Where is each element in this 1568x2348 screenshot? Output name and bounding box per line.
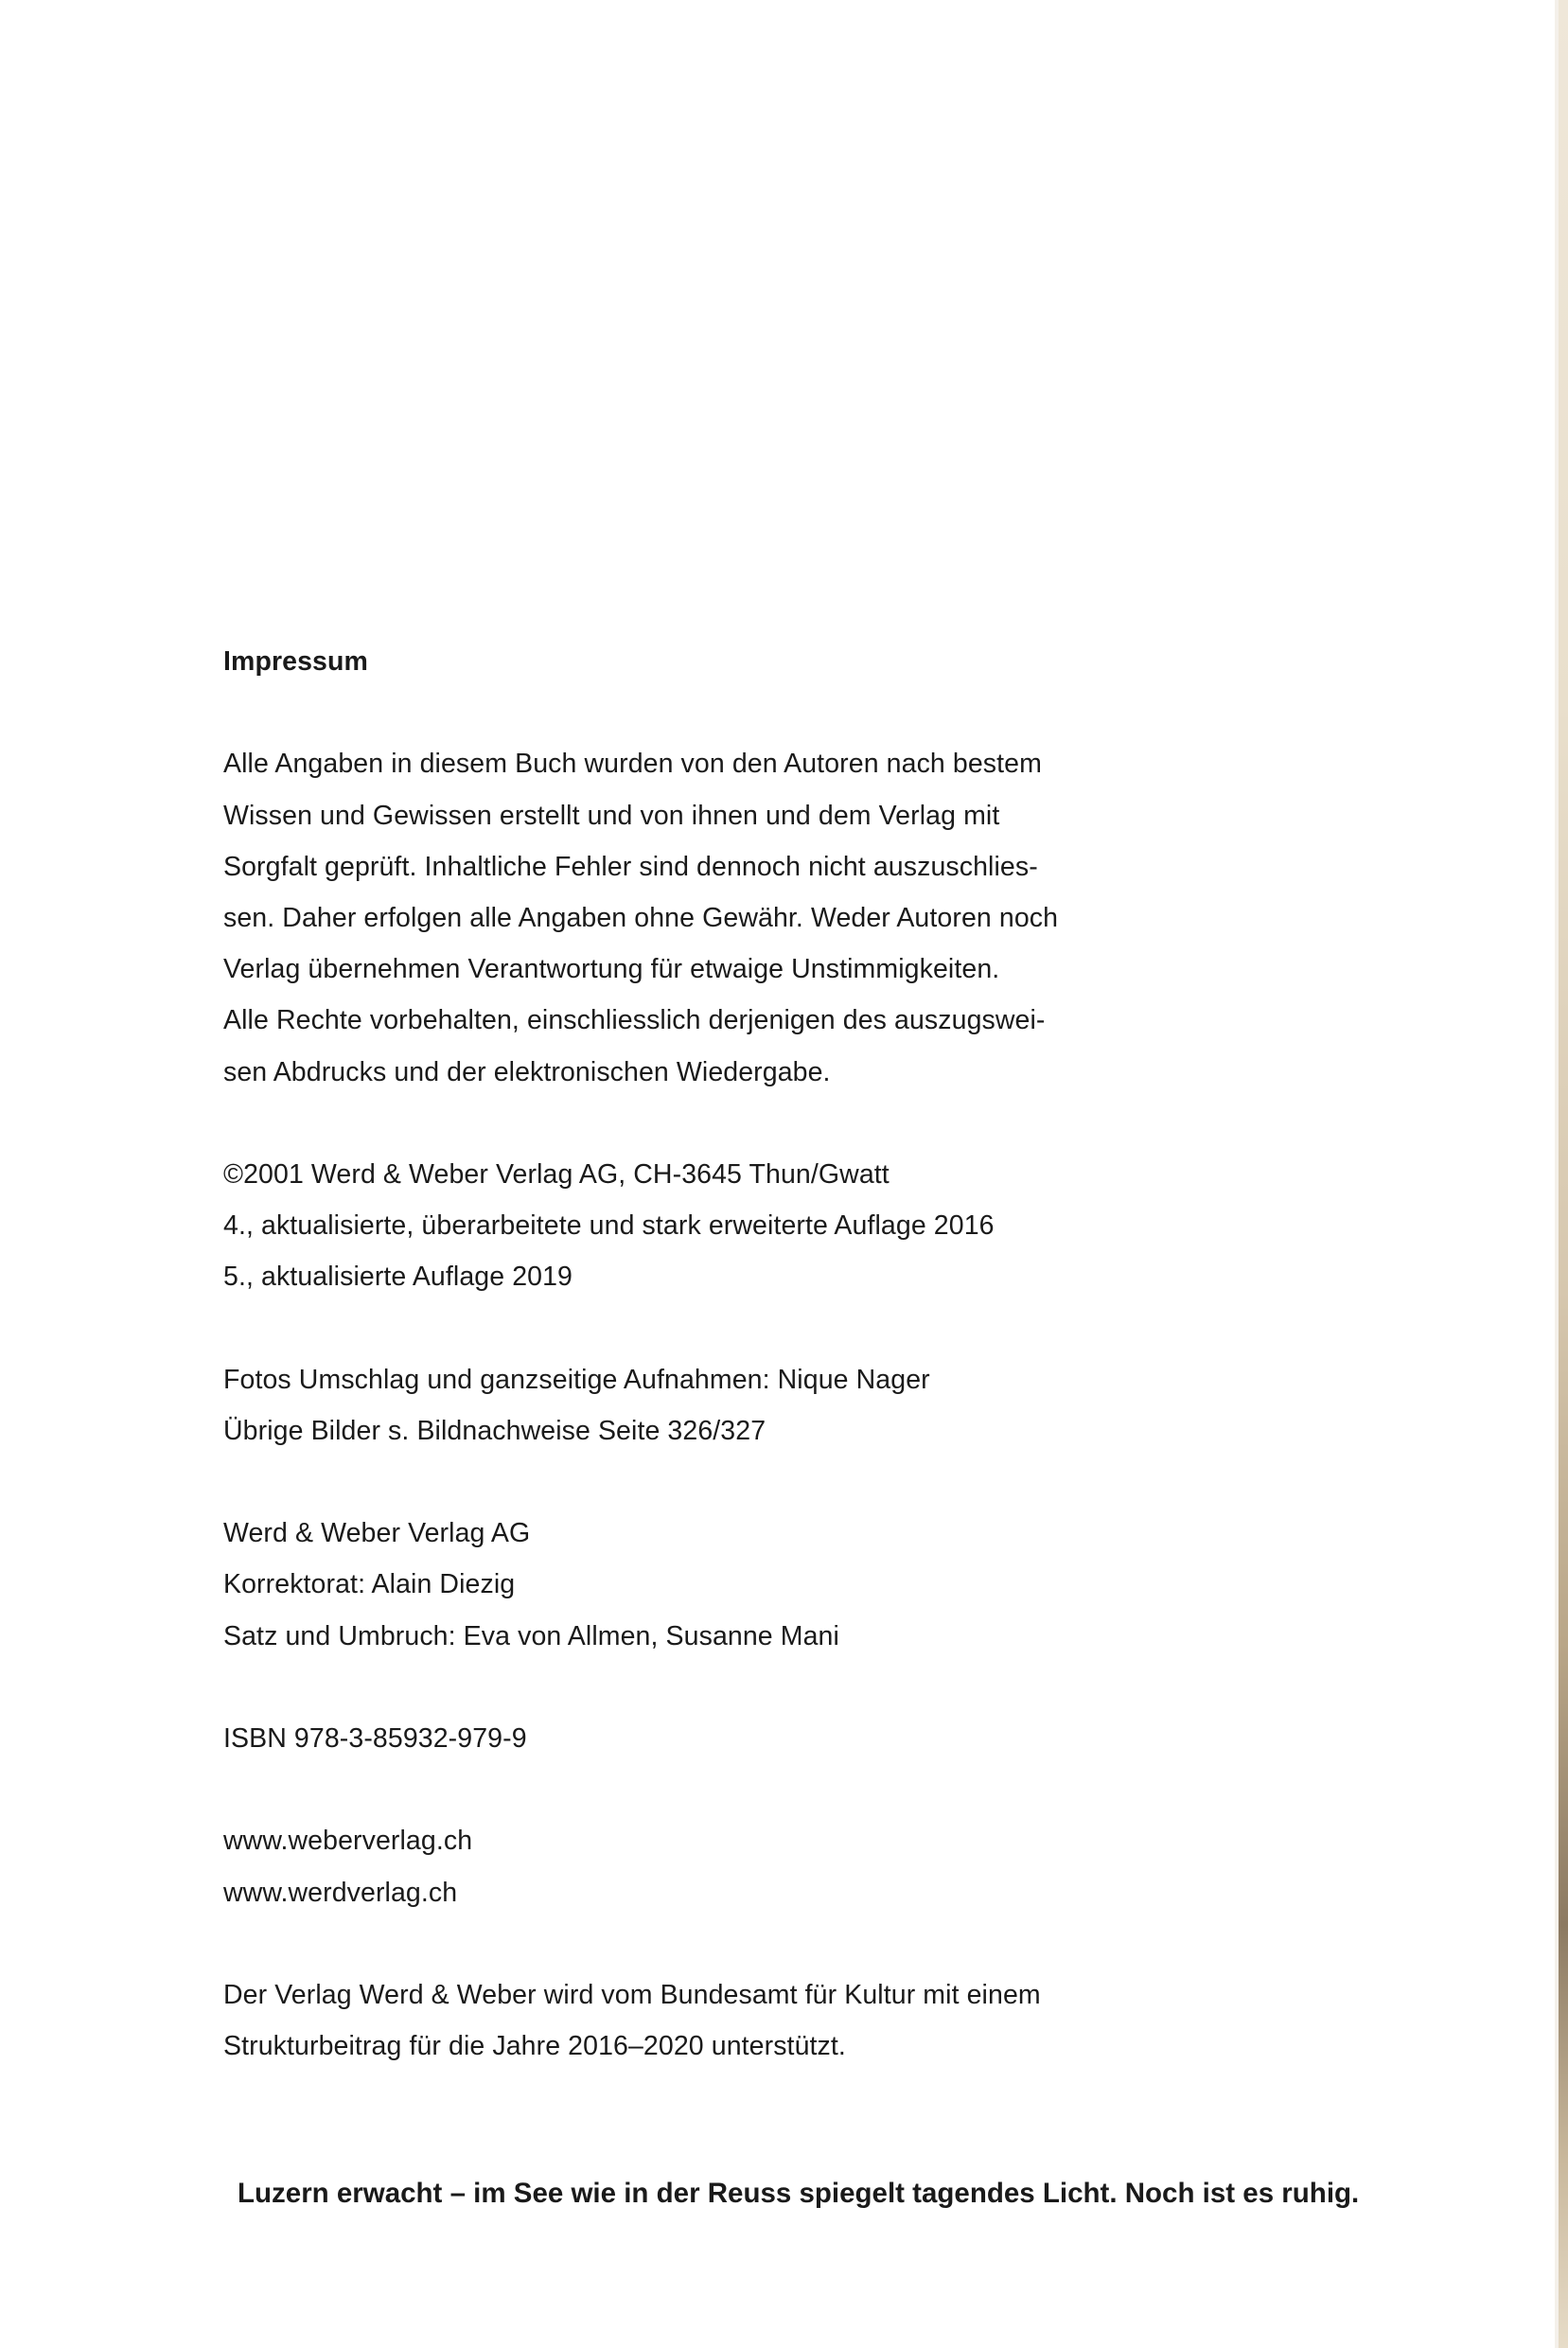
photo-caption: Luzern erwacht – im See wie in der Reuss spiegelt tagendes Licht. Noch ist es ruhig. — [238, 2178, 1360, 2209]
facing-page-edge — [1559, 0, 1568, 2348]
funding-paragraph — [223, 1969, 1151, 2072]
funding-line: Der Verlag Werd & Weber wird vom Bundesamt für Kultur mit einem — [223, 1979, 1041, 2010]
disclaimer-line: Alle Angaben in diesem Buch wurden von den Autoren nach bestem — [223, 749, 1042, 780]
proofreading-line: Korrektorat: Alain Diezig — [223, 1569, 516, 1600]
isbn-paragraph — [223, 1713, 1151, 1764]
disclaimer-line: sen. Daher erfolgen alle Angaben ohne Gewähr. Weder Autoren noch — [223, 902, 1059, 933]
isbn-line: ISBN 978-3-85932-979-9 — [223, 1722, 527, 1754]
website-link: www.weberverlag.ch — [223, 1826, 473, 1857]
photo-credit-line: Übrige Bilder s. Bildnachweise Seite 326/327 — [223, 1415, 766, 1446]
websites-paragraph — [223, 1815, 1151, 1917]
editions-paragraph — [223, 1149, 1151, 1303]
edition-line: 4., aktualisierte, überarbeitete und stark erweiterte Auflage 2016 — [223, 1210, 995, 1242]
edition-line: 5., aktualisierte Auflage 2019 — [223, 1262, 573, 1293]
funding-line: Strukturbeitrag für die Jahre 2016–2020 unterstützt. — [223, 2031, 846, 2062]
copyright-line: ©2001 Werd & Weber Verlag AG, CH-3645 Thun/Gwatt — [223, 1158, 890, 1190]
website-link: www.werdverlag.ch — [223, 1877, 458, 1908]
photo-credit-line: Fotos Umschlag und ganzseitige Aufnahmen: Nique Nager — [223, 1364, 930, 1395]
disclaimer-line: Sorgfalt geprüft. Inhaltliche Fehler sind dennoch nicht auszuschlies- — [223, 851, 1038, 882]
imprint-heading: Impressum — [223, 646, 368, 677]
disclaimer-line: sen Abdrucks und der elektronischen Wiedergabe. — [223, 1056, 831, 1087]
disclaimer-line: Wissen und Gewissen erstellt und von ihnen und dem Verlag mit — [223, 800, 1000, 831]
typesetting-line: Satz und Umbruch: Eva von Allmen, Susanne Mani — [223, 1620, 839, 1651]
photo-credits-paragraph — [223, 1354, 1151, 1456]
disclaimer-line: Verlag übernehmen Verantwortung für etwaige Unstimmigkeiten. — [223, 954, 1000, 985]
disclaimer-line: Alle Rechte vorbehalten, einschliesslich derjenigen des auszugswei- — [223, 1005, 1046, 1036]
imprint-section — [223, 636, 1151, 2072]
publisher-line: Werd & Weber Verlag AG — [223, 1518, 531, 1549]
production-paragraph — [223, 1508, 1151, 1662]
disclaimer-paragraph — [223, 738, 1151, 1097]
